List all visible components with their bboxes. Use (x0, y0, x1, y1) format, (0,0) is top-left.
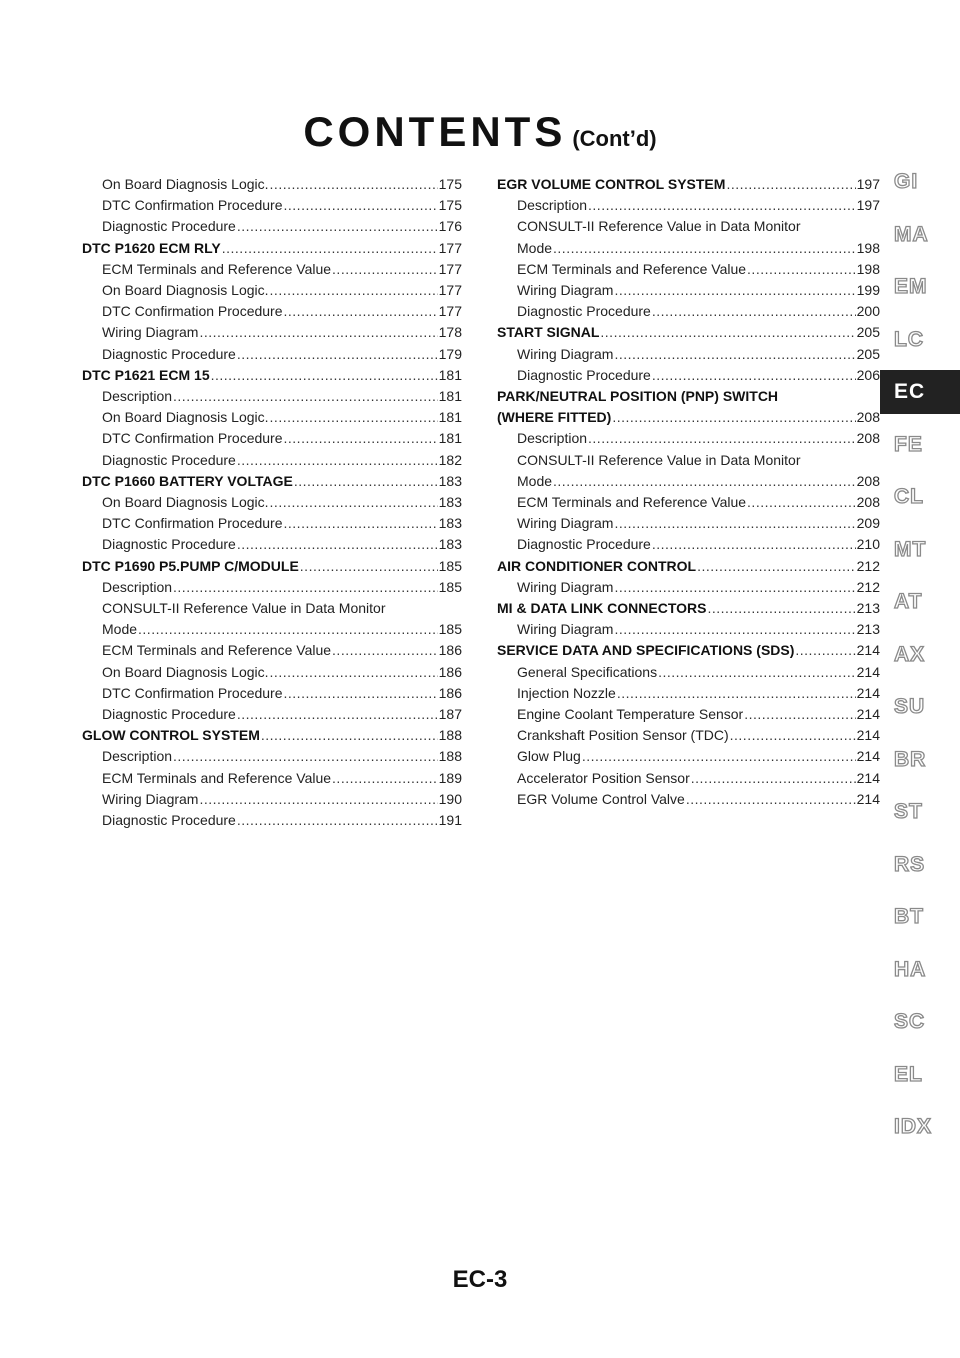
toc-entry[interactable] (497, 259, 880, 280)
toc-entry-label: Glow Plug (517, 748, 581, 765)
dot-leader (173, 577, 438, 598)
toc-page-number: 188 (438, 748, 462, 765)
toc-page-number: 179 (438, 345, 462, 362)
toc-entry-label: Engine Coolant Temperature Sensor (517, 706, 744, 723)
toc-page-number: 206 (856, 366, 880, 383)
toc-page-number: 214 (856, 790, 880, 807)
toc-section-entry[interactable] (497, 640, 880, 661)
dot-leader (237, 216, 438, 237)
dot-leader (652, 301, 856, 322)
toc-page-number: 186 (438, 684, 462, 701)
section-tab-mt[interactable]: MT (894, 537, 927, 561)
dot-leader (173, 386, 438, 407)
dot-leader (747, 259, 856, 280)
toc-entry-label: ECM Terminals and Reference Value (102, 260, 332, 277)
toc-entry[interactable] (82, 492, 462, 513)
toc-entry-label: On Board Diagnosis Logic. (102, 494, 269, 511)
toc-entry[interactable] (497, 428, 880, 449)
section-tab-rs[interactable]: RS (894, 852, 926, 876)
toc-entry-label: Description (102, 388, 173, 405)
toc-entry[interactable] (82, 280, 462, 301)
section-tab-lc[interactable]: LC (894, 327, 924, 351)
toc-entry[interactable] (497, 725, 880, 746)
toc-section-entry[interactable] (497, 407, 880, 428)
toc-page-number: 178 (438, 324, 462, 341)
dot-leader (553, 238, 856, 259)
toc-page-number: 197 (856, 197, 880, 214)
dot-leader (588, 195, 856, 216)
toc-entry-label: General Specifications (517, 663, 658, 680)
dot-leader (617, 683, 856, 704)
toc-section-heading: DTC P1690 P5.PUMP C/MODULE (82, 557, 299, 574)
toc-page-number: 181 (438, 388, 462, 405)
toc-page-number: 181 (438, 409, 462, 426)
toc-page-number: 187 (438, 706, 462, 723)
toc-entry[interactable] (82, 704, 462, 725)
toc-entry-label: Mode (102, 621, 138, 638)
dot-leader (261, 725, 438, 746)
toc-page-number: 214 (856, 769, 880, 786)
toc-entry[interactable] (82, 174, 462, 195)
section-tab-em[interactable]: EM (894, 275, 928, 298)
toc-page-number: 214 (856, 663, 880, 680)
dot-leader (284, 513, 438, 534)
dot-leader (270, 280, 438, 301)
toc-page-number: 189 (438, 769, 462, 786)
toc-page-number: 210 (856, 536, 880, 553)
toc-entry[interactable] (82, 386, 462, 407)
toc-entry[interactable] (82, 407, 462, 428)
toc-entry-label: Crankshaft Position Sensor (TDC) (517, 727, 729, 744)
toc-page-number: 214 (856, 706, 880, 723)
dot-leader (614, 280, 855, 301)
toc-entry[interactable] (82, 195, 462, 216)
section-tab-ec[interactable]: EC (880, 370, 960, 414)
toc-entry[interactable] (497, 683, 880, 704)
toc-page-number: 175 (438, 197, 462, 214)
toc-entry-label: Diagnostic Procedure (102, 812, 236, 829)
dot-leader (138, 619, 438, 640)
section-tab-gi[interactable]: GI (894, 170, 919, 193)
toc-entry[interactable] (497, 195, 880, 216)
dot-leader (600, 322, 855, 343)
dot-leader (691, 768, 856, 789)
toc-entry-label: Diagnostic Procedure (517, 536, 651, 553)
toc-page-number: 181 (438, 430, 462, 447)
toc-section-heading: EGR VOLUME CONTROL SYSTEM (497, 176, 726, 192)
toc-page-number: 200 (856, 303, 880, 320)
toc-entry-label: On Board Diagnosis Logic. (102, 409, 269, 426)
toc-entry-label: Diagnostic Procedure (517, 366, 651, 383)
toc-page-number: 177 (438, 303, 462, 320)
toc-page-number: 186 (438, 663, 462, 680)
toc-right-column (497, 174, 880, 810)
toc-page-number: 183 (438, 536, 462, 553)
toc-section-heading: AIR CONDITIONER CONTROL (497, 557, 697, 574)
dot-leader (199, 322, 437, 343)
toc-entry[interactable] (82, 450, 462, 471)
dot-leader (588, 428, 856, 449)
dot-leader (614, 619, 855, 640)
section-tab-el[interactable]: EL (894, 1062, 923, 1086)
dot-leader (270, 662, 438, 683)
toc-page-number: 177 (438, 239, 462, 256)
toc-page-number: 214 (856, 748, 880, 765)
dot-leader (284, 683, 438, 704)
toc-page-number: 212 (856, 557, 880, 574)
toc-page-number: 183 (438, 494, 462, 511)
toc-entry[interactable] (497, 365, 880, 386)
dot-leader (726, 174, 855, 195)
toc-entry-label: ECM Terminals and Reference Value (102, 769, 332, 786)
toc-entry[interactable] (82, 577, 462, 598)
toc-entry-label: Diagnostic Procedure (517, 303, 651, 320)
dot-leader (658, 662, 856, 683)
toc-section-heading: DTC P1660 BATTERY VOLTAGE (82, 472, 293, 489)
toc-entry-label: Diagnostic Procedure (102, 536, 236, 553)
toc-entry-label: Diagnostic Procedure (102, 218, 236, 235)
toc-page-number: 182 (438, 451, 462, 468)
toc-entry[interactable] (497, 746, 880, 767)
toc-entry[interactable] (497, 280, 880, 301)
toc-page-number: 208 (856, 494, 880, 511)
dot-leader (237, 450, 438, 471)
toc-section-heading: (WHERE FITTED) (497, 409, 612, 426)
page-number: EC-3 (452, 1266, 508, 1293)
section-tab-st[interactable]: ST (894, 800, 923, 823)
dot-leader (270, 492, 438, 513)
dot-leader (747, 492, 856, 513)
dot-leader (795, 640, 855, 661)
toc-page-number: 185 (438, 557, 462, 574)
toc-entry-label: Description (102, 748, 173, 765)
toc-left-column (82, 174, 462, 831)
toc-page-number: 190 (438, 790, 462, 807)
toc-page-number: 183 (438, 472, 462, 489)
toc-entry-label: CONSULT-II Reference Value in Data Monitor (517, 451, 801, 468)
toc-page-number: 183 (438, 515, 462, 532)
toc-page-number: 177 (438, 260, 462, 277)
toc-entry[interactable] (497, 344, 880, 365)
toc-page-number: 186 (438, 642, 462, 659)
toc-entry[interactable] (497, 704, 880, 725)
toc-page-number: 185 (438, 578, 462, 595)
dot-leader (697, 556, 856, 577)
section-tab-fe[interactable]: FE (894, 432, 923, 456)
dot-leader (652, 365, 856, 386)
toc-entry-label: DTC Confirmation Procedure (102, 197, 283, 214)
toc-page-number: 197 (856, 176, 880, 192)
dot-leader (686, 789, 856, 810)
dot-leader (237, 810, 438, 831)
toc-entry-label: On Board Diagnosis Logic. (102, 282, 269, 299)
toc-entry-label: Wiring Diagram (517, 621, 614, 638)
toc-page-number: 213 (856, 600, 880, 617)
toc-entry-label: EGR Volume Control Valve (517, 790, 685, 807)
toc-section-entry[interactable] (82, 556, 462, 577)
toc-page-number: 208 (856, 409, 880, 426)
toc-entry[interactable] (82, 789, 462, 810)
toc-entry-label: Mode (517, 239, 553, 256)
toc-entry[interactable] (82, 768, 462, 789)
toc-page-number: 205 (856, 345, 880, 362)
toc-section-heading: PARK/NEUTRAL POSITION (PNP) SWITCH (497, 388, 779, 405)
toc-entry[interactable] (497, 662, 880, 683)
toc-entry[interactable] (82, 662, 462, 683)
toc-page-number: 176 (438, 218, 462, 235)
toc-entry[interactable] (497, 577, 880, 598)
toc-entry-label: Mode (517, 472, 553, 489)
toc-entry[interactable] (497, 789, 880, 810)
dot-leader (332, 640, 438, 661)
toc-page-number: 214 (856, 684, 880, 701)
contents-title: CONTENTS (303, 108, 567, 155)
toc-entry-label: Diagnostic Procedure (102, 451, 236, 468)
toc-entry-label: DTC Confirmation Procedure (102, 303, 283, 320)
toc-entry[interactable] (82, 640, 462, 661)
dot-leader (332, 259, 438, 280)
toc-section-entry[interactable] (497, 598, 880, 619)
toc-page-number: 198 (856, 239, 880, 256)
toc-entry[interactable] (497, 301, 880, 322)
section-tab-at[interactable]: AT (894, 590, 923, 613)
toc-entry-label: On Board Diagnosis Logic. (102, 176, 269, 192)
page-title (0, 108, 960, 156)
toc-entry[interactable] (497, 513, 880, 534)
dot-leader (614, 513, 855, 534)
toc-page-number: 213 (856, 621, 880, 638)
dot-leader (582, 746, 856, 767)
toc-entry-label: DTC Confirmation Procedure (102, 684, 283, 701)
toc-entry[interactable] (82, 810, 462, 831)
toc-page-number: 191 (438, 812, 462, 829)
toc-entry-label: Injection Nozzle (517, 684, 616, 701)
toc-page-number: 177 (438, 282, 462, 299)
toc-entry-label: Accelerator Position Sensor (517, 769, 690, 786)
toc-entry-label: Wiring Diagram (517, 345, 614, 362)
toc-entry[interactable] (497, 534, 880, 555)
dot-leader (173, 746, 438, 767)
toc-entry[interactable] (82, 259, 462, 280)
toc-section-entry[interactable] (497, 322, 880, 343)
toc-entry-label: Wiring Diagram (517, 282, 614, 299)
dot-leader (332, 768, 438, 789)
toc-entry-label: ECM Terminals and Reference Value (517, 260, 747, 277)
toc-section-heading: SERVICE DATA AND SPECIFICATIONS (SDS) (497, 642, 795, 659)
toc-entry-label: CONSULT-II Reference Value in Data Monitor (102, 600, 386, 617)
toc-page-number: 181 (438, 366, 462, 383)
toc-page-number: 198 (856, 260, 880, 277)
section-tab-cl[interactable]: CL (894, 485, 924, 508)
toc-section-entry[interactable] (82, 238, 462, 259)
toc-page-number: 209 (856, 515, 880, 532)
dot-leader (237, 344, 438, 365)
toc-entry[interactable] (82, 619, 462, 640)
section-tab-sc[interactable]: SC (894, 1010, 926, 1033)
toc-entry-label: CONSULT-II Reference Value in Data Monitor (517, 218, 801, 235)
toc-section-heading: DTC P1621 ECM 15 (82, 366, 210, 383)
toc-entry-label: Description (517, 430, 588, 447)
toc-entry-label: Diagnostic Procedure (102, 706, 236, 723)
dot-leader (270, 407, 438, 428)
dot-leader (237, 704, 438, 725)
toc-page-number: 214 (856, 642, 880, 659)
toc-entry-label: Wiring Diagram (517, 515, 614, 532)
dot-leader (730, 725, 856, 746)
toc-entry[interactable] (82, 301, 462, 322)
dot-leader (553, 471, 856, 492)
toc-page-number: 208 (856, 472, 880, 489)
toc-section-entry[interactable] (82, 725, 462, 746)
dot-leader (284, 301, 438, 322)
toc-entry[interactable] (82, 428, 462, 449)
section-tab-su[interactable]: SU (894, 695, 926, 718)
toc-page-number: 199 (856, 282, 880, 299)
toc-entry[interactable] (82, 322, 462, 343)
toc-entry[interactable] (82, 344, 462, 365)
toc-section-entry[interactable] (82, 471, 462, 492)
section-tab-idx[interactable]: IDX (894, 1115, 933, 1138)
toc-page-number: 214 (856, 727, 880, 744)
toc-page-number: 188 (438, 727, 462, 744)
dot-leader (199, 789, 437, 810)
dot-leader (652, 534, 856, 555)
toc-entry-label: DTC Confirmation Procedure (102, 430, 283, 447)
dot-leader (614, 344, 855, 365)
dot-leader (211, 365, 438, 386)
toc-entry[interactable] (497, 619, 880, 640)
dot-leader (294, 471, 438, 492)
dot-leader (284, 428, 438, 449)
toc-entry[interactable] (82, 746, 462, 767)
dot-leader (300, 556, 438, 577)
toc-section-entry[interactable] (82, 365, 462, 386)
toc-section-heading: START SIGNAL (497, 324, 600, 341)
dot-leader (270, 174, 438, 195)
toc-entry[interactable] (497, 492, 880, 513)
toc-entry[interactable] (497, 471, 880, 492)
section-tab-br[interactable]: BR (894, 747, 927, 771)
toc-entry-label: Description (102, 578, 173, 595)
section-tab-ha[interactable]: HA (894, 957, 927, 981)
section-tabs (880, 0, 960, 1358)
toc-page-number: 208 (856, 430, 880, 447)
toc-section-heading: MI & DATA LINK CONNECTORS (497, 600, 707, 617)
toc-entry-label: Description (517, 197, 588, 214)
toc-section-heading: DTC P1620 ECM RLY (82, 239, 221, 256)
toc-entry[interactable] (82, 534, 462, 555)
toc-page-number: 175 (438, 176, 462, 192)
section-tab-bt[interactable]: BT (894, 905, 924, 928)
dot-leader (237, 534, 438, 555)
toc-entry-label: DTC Confirmation Procedure (102, 515, 283, 532)
section-tab-ma[interactable]: MA (894, 222, 929, 246)
dot-leader (744, 704, 855, 725)
dot-leader (222, 238, 438, 259)
toc-entry[interactable] (82, 683, 462, 704)
dot-leader (707, 598, 855, 619)
toc-entry-label: Wiring Diagram (102, 324, 199, 341)
toc-page-number: 212 (856, 578, 880, 595)
toc-entry[interactable] (82, 513, 462, 534)
toc-entry-label: ECM Terminals and Reference Value (102, 642, 332, 659)
dot-leader (284, 195, 438, 216)
toc-section-heading: GLOW CONTROL SYSTEM (82, 727, 260, 744)
toc-entry-label: Wiring Diagram (102, 790, 199, 807)
toc-entry-label: ECM Terminals and Reference Value (517, 494, 747, 511)
section-tab-ax[interactable]: AX (894, 642, 926, 666)
dot-leader (614, 577, 855, 598)
contents-subtitle: (Cont’d) (572, 126, 657, 151)
toc-page-number: 185 (438, 621, 462, 638)
toc-entry-label: Wiring Diagram (517, 578, 614, 595)
toc-section-entry[interactable] (497, 174, 880, 195)
toc-entry-label: On Board Diagnosis Logic. (102, 663, 269, 680)
dot-leader (612, 407, 855, 428)
toc-section-entry[interactable] (497, 556, 880, 577)
toc-entry[interactable] (82, 216, 462, 237)
toc-entry-label: Diagnostic Procedure (102, 345, 236, 362)
toc-page-number: 205 (856, 324, 880, 341)
toc-entry[interactable] (497, 768, 880, 789)
toc-entry[interactable] (497, 238, 880, 259)
